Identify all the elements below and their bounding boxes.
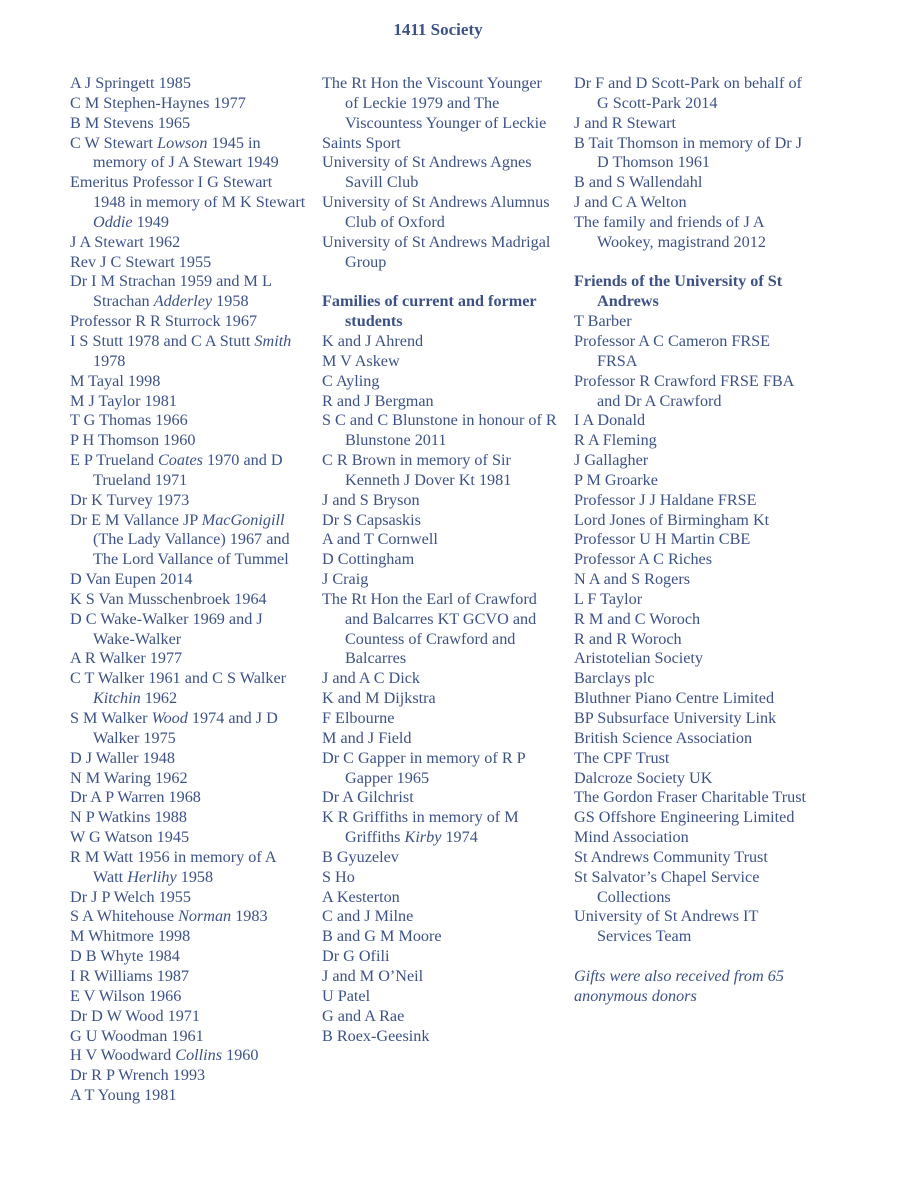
donor-entry: A T Young 1981 bbox=[70, 1086, 177, 1105]
donor-entry: D C Wake-Walker 1969 and J Wake-Walker bbox=[70, 609, 263, 648]
donor-entry: G and A Rae bbox=[322, 1006, 405, 1025]
donor-entry: Bluthner Piano Centre Limited bbox=[574, 689, 775, 708]
donor-entry: University of St Andrews Madrigal Group bbox=[322, 232, 551, 271]
donor-entry: Dalcroze Society UK bbox=[574, 768, 713, 787]
donor-entry: Rev J C Stewart 1955 bbox=[70, 252, 212, 271]
donor-entry: K R Griffiths in memory of M Griffiths Kirby 1974 bbox=[322, 808, 519, 847]
donor-entry: Dr D W Wood 1971 bbox=[70, 1006, 200, 1025]
donor-entry: Professor U H Martin CBE bbox=[574, 530, 751, 549]
donor-entry: The Rt Hon the Viscount Younger of Leckie 1979 and The Viscountess Younger of Leckie bbox=[322, 74, 547, 132]
donor-entry: B and G M Moore bbox=[322, 927, 442, 946]
donor-entry: M Tayal 1998 bbox=[70, 371, 161, 390]
donor-column-2 bbox=[322, 74, 558, 1046]
donor-entry: I R Williams 1987 bbox=[70, 966, 190, 985]
donor-entry: K and J Ahrend bbox=[322, 331, 424, 350]
donor-entry: R M Watt 1956 in memory of A Watt Herlihy 1958 bbox=[70, 847, 276, 886]
donor-entry: St Andrews Community Trust bbox=[574, 847, 768, 866]
donor-entry: Mind Association bbox=[574, 828, 689, 847]
donor-entry: A and T Cornwell bbox=[322, 530, 438, 549]
donor-entry: J Craig bbox=[322, 570, 369, 589]
donor-entry: D J Waller 1948 bbox=[70, 748, 175, 767]
donor-entry: S M Walker Wood 1974 and J D Walker 1975 bbox=[70, 709, 278, 747]
donor-entry: Professor A C Cameron FRSE FRSA bbox=[574, 331, 771, 370]
donor-entry: F Elbourne bbox=[322, 709, 395, 727]
donor-entry: Lord Jones of Birmingham Kt bbox=[574, 510, 770, 529]
donor-entry: R M and C Woroch bbox=[574, 609, 701, 628]
donor-entry: I S Stutt 1978 and C A Stutt Smith 1978 bbox=[70, 331, 292, 370]
donor-entry: K and M Dijkstra bbox=[322, 689, 436, 708]
section-spacer bbox=[574, 253, 810, 273]
donor-entry: A R Walker 1977 bbox=[70, 649, 183, 668]
donor-entry: B Roex-Geesink bbox=[322, 1026, 430, 1045]
donor-entry: M V Askew bbox=[322, 351, 400, 370]
donor-entry: J and M O’Neil bbox=[322, 966, 424, 985]
donor-entry: B Tait Thomson in memory of Dr J D Thomson 1961 bbox=[574, 133, 803, 172]
donor-entry: N A and S Rogers bbox=[574, 570, 691, 589]
donor-entry: Dr E M Vallance JP MacGonigill (The Lady Vallance) 1967 and The Lord Vallance of Tummel bbox=[70, 510, 290, 569]
donor-entry: T Barber bbox=[574, 312, 632, 331]
donor-entry: L F Taylor bbox=[574, 589, 643, 608]
donor-entry: Dr I M Strachan 1959 and M L Strachan Adderley 1958 bbox=[70, 272, 272, 311]
donor-entry: The Gordon Fraser Charitable Trust bbox=[574, 788, 806, 807]
donor-entry: C R Brown in memory of Sir Kenneth J Dover Kt 1981 bbox=[322, 451, 512, 489]
donor-column-1 bbox=[70, 74, 306, 1106]
section-heading: Friends of the University of St Andrews bbox=[574, 272, 783, 311]
donor-entry: C M Stephen-Haynes 1977 bbox=[70, 93, 246, 112]
donor-entry: R A Fleming bbox=[574, 431, 657, 450]
donor-entry: E V Wilson 1966 bbox=[70, 986, 182, 1005]
donor-entry: J and R Stewart bbox=[574, 113, 677, 132]
donor-entry: E P Trueland Coates 1970 and D Trueland 1971 bbox=[70, 451, 283, 489]
donor-entry: Dr J P Welch 1955 bbox=[70, 887, 191, 906]
donor-entry: A J Springett 1985 bbox=[70, 74, 191, 92]
section-spacer bbox=[574, 947, 810, 967]
donor-entry: University of St Andrews Alumnus Club of Oxford bbox=[322, 193, 550, 231]
section-spacer bbox=[322, 272, 558, 292]
section-heading: Families of current and former students bbox=[322, 292, 537, 331]
anonymous-donors-note: Gifts were also received from 65 anonymous donors bbox=[574, 966, 784, 1005]
donor-entry: I A Donald bbox=[574, 411, 646, 430]
donor-entry: University of St Andrews Agnes Savill Club bbox=[322, 153, 532, 192]
donor-entry: S A Whitehouse Norman 1983 bbox=[70, 907, 268, 926]
page-title: 1411 Society bbox=[393, 20, 483, 39]
donor-entry: C T Walker 1961 and C S Walker Kitchin 1962 bbox=[70, 669, 287, 708]
donor-entry: Saints Sport bbox=[322, 133, 401, 152]
donor-entry: Aristotelian Society bbox=[574, 649, 704, 668]
donor-entry: Barclays plc bbox=[574, 669, 655, 688]
donor-entry: S C and C Blunstone in honour of R Blunstone 2011 bbox=[322, 411, 557, 450]
donor-entry: D B Whyte 1984 bbox=[70, 947, 180, 966]
donor-entry: Dr S Capsaskis bbox=[322, 510, 421, 529]
donor-entry: K S Van Musschenbroek 1964 bbox=[70, 589, 267, 608]
donor-entry: C W Stewart Lowson 1945 in memory of J A Stewart 1949 bbox=[70, 133, 279, 172]
donor-entry: J Gallagher bbox=[574, 451, 649, 470]
donor-entry: G U Woodman 1961 bbox=[70, 1026, 204, 1045]
donor-entry: University of St Andrews IT Services Team bbox=[574, 907, 759, 946]
donor-entry: B and S Wallendahl bbox=[574, 173, 703, 192]
donor-entry: Emeritus Professor I G Stewart 1948 in memory of M K Stewart Oddie 1949 bbox=[70, 173, 306, 231]
donor-entry: The CPF Trust bbox=[574, 748, 670, 767]
donor-entry: Dr A Gilchrist bbox=[322, 788, 414, 807]
donor-entry: J and A C Dick bbox=[322, 669, 421, 688]
donor-entry: British Science Association bbox=[574, 728, 753, 747]
donor-entry: C Ayling bbox=[322, 371, 380, 390]
donor-entry: Professor A C Riches bbox=[574, 550, 713, 569]
donor-entry: P M Groarke bbox=[574, 470, 658, 489]
donor-entry: Dr A P Warren 1968 bbox=[70, 788, 201, 807]
donor-entry: B M Stevens 1965 bbox=[70, 113, 191, 132]
donor-entry: M J Taylor 1981 bbox=[70, 391, 177, 410]
donor-entry: U Patel bbox=[322, 986, 371, 1005]
donor-entry: B Gyuzelev bbox=[322, 847, 399, 866]
donor-entry: Dr C Gapper in memory of R P Gapper 1965 bbox=[322, 748, 526, 787]
donor-entry: Dr R P Wrench 1993 bbox=[70, 1066, 206, 1085]
donor-entry: N M Waring 1962 bbox=[70, 768, 188, 787]
donor-entry: W G Watson 1945 bbox=[70, 828, 190, 847]
donor-entry: H V Woodward Collins 1960 bbox=[70, 1046, 259, 1065]
donor-entry: Dr F and D Scott-Park on behalf of G Scott-Park 2014 bbox=[574, 74, 802, 112]
donor-entry: Professor R Crawford FRSE FBA and Dr A Crawford bbox=[574, 371, 794, 410]
donor-entry: Professor J J Haldane FRSE bbox=[574, 490, 757, 509]
donor-entry: C and J Milne bbox=[322, 907, 414, 926]
donor-entry: P H Thomson 1960 bbox=[70, 431, 196, 450]
donor-entry: S Ho bbox=[322, 867, 355, 886]
donor-entry: M and J Field bbox=[322, 728, 412, 747]
donor-entry: J and C A Welton bbox=[574, 193, 687, 212]
donor-entry: D Van Eupen 2014 bbox=[70, 570, 193, 589]
donor-entry: The family and friends of J A Wookey, magistrand 2012 bbox=[574, 212, 766, 251]
donor-entry: Dr G Ofili bbox=[322, 947, 390, 966]
donor-entry: T G Thomas 1966 bbox=[70, 411, 188, 430]
donor-entry: BP Subsurface University Link bbox=[574, 709, 777, 727]
donor-entry: The Rt Hon the Earl of Crawford and Balcarres KT GCVO and Countess of Crawford and Balcarres bbox=[322, 589, 537, 668]
donor-entry: Professor R R Sturrock 1967 bbox=[70, 312, 258, 331]
donor-entry: R and J Bergman bbox=[322, 391, 434, 410]
donor-entry: N P Watkins 1988 bbox=[70, 808, 187, 827]
donor-entry: J and S Bryson bbox=[322, 490, 420, 509]
donor-entry: Dr K Turvey 1973 bbox=[70, 490, 190, 509]
donor-entry: A Kesterton bbox=[322, 887, 400, 906]
donor-entry: R and R Woroch bbox=[574, 629, 682, 648]
donor-entry: GS Offshore Engineering Limited bbox=[574, 808, 795, 827]
donor-entry: M Whitmore 1998 bbox=[70, 927, 191, 946]
donor-entry: J A Stewart 1962 bbox=[70, 232, 181, 251]
donor-entry: D Cottingham bbox=[322, 550, 415, 569]
donor-entry: St Salvator’s Chapel Service Collections bbox=[574, 867, 760, 906]
donor-column-3 bbox=[574, 74, 810, 1007]
